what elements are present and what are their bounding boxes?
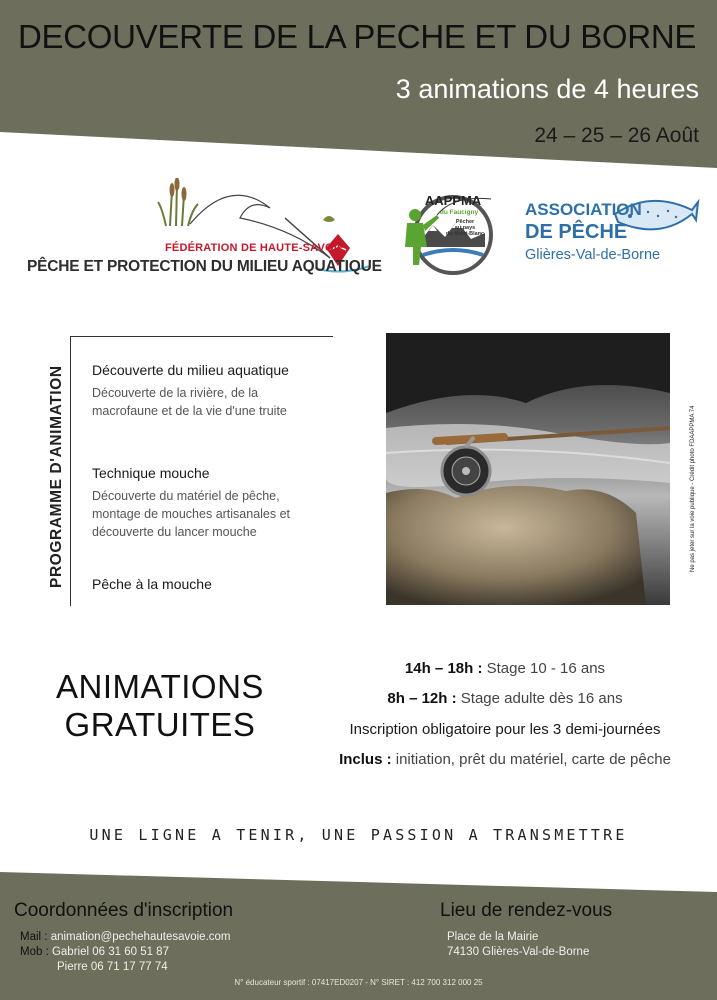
programme-item-heading: Technique mouche <box>92 465 210 481</box>
photo-credit: Ne pas jeter sur la voie publique - Crédit photo FDAAPPMA 74 <box>690 405 696 572</box>
programme-item-3 <box>92 576 362 592</box>
included-row <box>320 751 690 768</box>
page-subtitle: 3 animations de 4 heures <box>395 74 699 104</box>
included-label: Inclus : <box>339 751 392 768</box>
schedule-detail: Stage adulte dès 16 ans <box>456 690 623 707</box>
federation-name: FÉDÉRATION DE HAUTE-SAVOIE <box>165 242 345 254</box>
motto: UNE LIGNE A TENIR, UNE PASSION A TRANSMETTRE <box>89 826 628 844</box>
mobile-label: Mob : <box>20 946 49 958</box>
association-line-2: DE PÊCHE <box>525 221 628 243</box>
programme-item-description <box>92 487 362 541</box>
mail-row <box>20 931 231 943</box>
mail-label: Mail : <box>20 931 48 943</box>
event-dates: 24 – 25 – 26 Août <box>534 124 699 147</box>
programme-divider-top <box>70 336 333 337</box>
mail-value[interactable]: animation@pechehautesavoie.com <box>50 931 231 943</box>
aappma-logo <box>393 185 498 280</box>
included-detail: initiation, prêt du matériel, carte de pêche <box>391 751 671 768</box>
schedule-detail: Stage 10 - 16 ans <box>482 660 606 677</box>
venue-line-2: 74130 Glières-Val-de-Borne <box>447 946 590 958</box>
free-animations-line-1: ANIMATIONS <box>56 668 264 705</box>
venue-heading: Lieu de rendez-vous <box>440 900 613 921</box>
mobile-value-pierre[interactable]: Pierre 06 71 17 77 74 <box>57 961 168 973</box>
schedule-time: 8h – 12h : <box>387 690 457 707</box>
description-line: macrofaune et de la vie d'une truite <box>92 404 287 418</box>
page-title: DECOUVERTE DE LA PECHE ET DU BORNE <box>18 18 697 55</box>
description-line: Découverte du matériel de pêche, <box>92 489 280 503</box>
programme-title: PROGRAMME D'ANIMATION <box>48 365 65 588</box>
free-animations-title <box>40 668 280 744</box>
description-line: découverte du lancer mouche <box>92 525 257 539</box>
aappma-name: AAPPMA <box>424 193 482 208</box>
legal-info: N° éducateur sportif : 07417ED0207 - N° SIRET : 412 700 312 000 25 <box>234 978 483 987</box>
programme-item-heading: Pêche à la mouche <box>92 576 212 592</box>
aappma-tagline-2: au pays <box>454 225 476 231</box>
schedule-row-2 <box>320 690 690 707</box>
programme-item-1 <box>92 362 362 420</box>
description-line: montage de mouches artisanales et <box>92 507 291 521</box>
fishing-reel-photo <box>386 333 670 605</box>
schedule-row-1 <box>320 660 690 677</box>
aappma-sub: du Faucigny <box>439 209 479 216</box>
federation-tagline: PÊCHE ET PROTECTION DU MILIEU AQUATIQUE <box>27 258 382 275</box>
registration-text: Inscription obligatoire pour les 3 demi-journées <box>349 721 661 738</box>
description-line: Découverte de la rivière, de la <box>92 386 259 400</box>
association-line-1: ASSOCIATION <box>525 200 642 219</box>
registration-notice <box>320 721 690 738</box>
contact-heading: Coordonnées d'inscription <box>14 900 234 921</box>
programme-divider-left <box>70 336 71 606</box>
mobile-value-gabriel[interactable]: Gabriel 06 31 60 51 87 <box>51 946 169 958</box>
programme-item-2 <box>92 465 362 541</box>
association-line-3: Glières-Val-de-Borne <box>525 247 661 263</box>
schedule-time: 14h – 18h : <box>404 660 483 677</box>
programme-item-heading: Découverte du milieu aquatique <box>92 362 289 378</box>
aappma-tagline-1: Pêcher <box>455 219 475 225</box>
mobile-row <box>20 946 169 958</box>
programme-item-description <box>92 384 362 420</box>
aappma-tagline-3: du Mont-Blanc <box>445 231 485 237</box>
free-animations-line-2: GRATUITES <box>64 706 256 743</box>
venue-line-1: Place de la Mairie <box>447 931 539 943</box>
